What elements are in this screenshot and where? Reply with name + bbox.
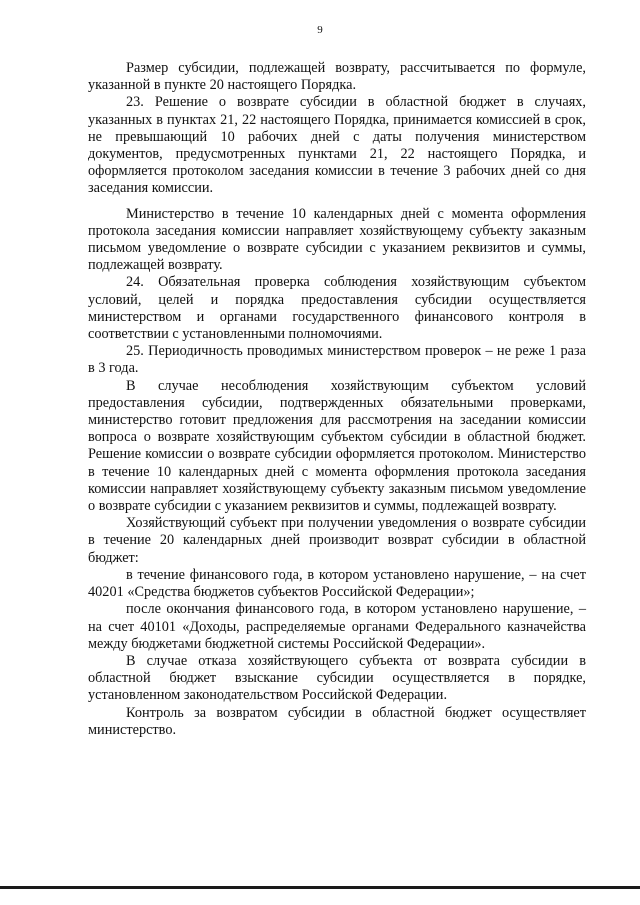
bottom-rule	[0, 886, 640, 889]
paragraph-24: 24. Обязательная проверка соблюдения хозяйствующим субъектом условий, целей и порядка предоставления субсидии осуществляется министерством и органами государственного финансового контроля в соответствии с установленными полномочиями.	[88, 274, 586, 343]
paragraph-25: 25. Периодичность проводимых министерством проверок – не реже 1 раза в 3 года.	[88, 343, 586, 377]
paragraph-account-40201: в течение финансового года, в котором установлено нарушение, – на счет 40201 «Средства бюджетов субъектов Российской Федерации»;	[88, 566, 586, 601]
document-body	[88, 60, 586, 739]
paragraph-control: Контроль за возвратом субсидии в областной бюджет осуществляет министерство.	[88, 704, 586, 738]
page-number: 9	[317, 24, 323, 36]
paragraph-subsidy-size: Размер субсидии, подлежащей возврату, рассчитывается по формуле, указанной в пункте 20 настоящего Порядка.	[88, 60, 586, 94]
paragraph-non-compliance: В случае несоблюдения хозяйствующим субъектом условий предоставления субсидии, подтвержденных обязательными проверками, министерство готовит предложения для рассмотрения на заседании комиссии вопроса о возврате хозяйствующим субъектом субсидии в областной бюджет. Решение комиссии о возврате субсидии оформляется протоколом. Министерство в течение 10 календарных дней с момента оформления протокола заседания комиссии направляет хозяйствующему субъекту заказным письмом уведомление о возврате субсидии с указанием реквизитов и суммы, подлежащей возврату.	[88, 377, 586, 515]
paragraph-account-40101: после окончания финансового года, в котором установлено нарушение, – на счет 40101 «Доходы, распределяемые органами Федерального казначейства между бюджетами бюджетной системы Российской Федерации».	[88, 601, 586, 652]
paragraph-23: 23. Решение о возврате субсидии в областной бюджет в случаях, указанных в пунктах 21, 22 настоящего Порядка, принимается комиссией в срок, не превышающий 10 рабочих дней с даты получения министерством документов, предусмотренных пунктами 21, 22 настоящего Порядка, и оформляется протоколом заседания комиссии в течение 3 рабочих дней со дня заседания комиссии.	[88, 94, 586, 197]
paragraph-refund-term: Хозяйствующий субъект при получении уведомления о возврате субсидии в течение 20 календарных дней производит возврат субсидии в областной бюджет:	[88, 515, 586, 566]
paragraph-refusal: В случае отказа хозяйствующего субъекта от возврата субсидии в областной бюджет взыскание субсидии осуществляется в порядке, установленном законодательством Российской Федерации.	[88, 652, 586, 704]
paragraph-ministry-notice: Министерство в течение 10 календарных дней с момента оформления протокола заседания комиссии направляет хозяйствующему субъекту заказным письмом уведомление о возврате субсидии с указанием реквизитов и суммы, подлежащей возврату.	[88, 205, 586, 274]
